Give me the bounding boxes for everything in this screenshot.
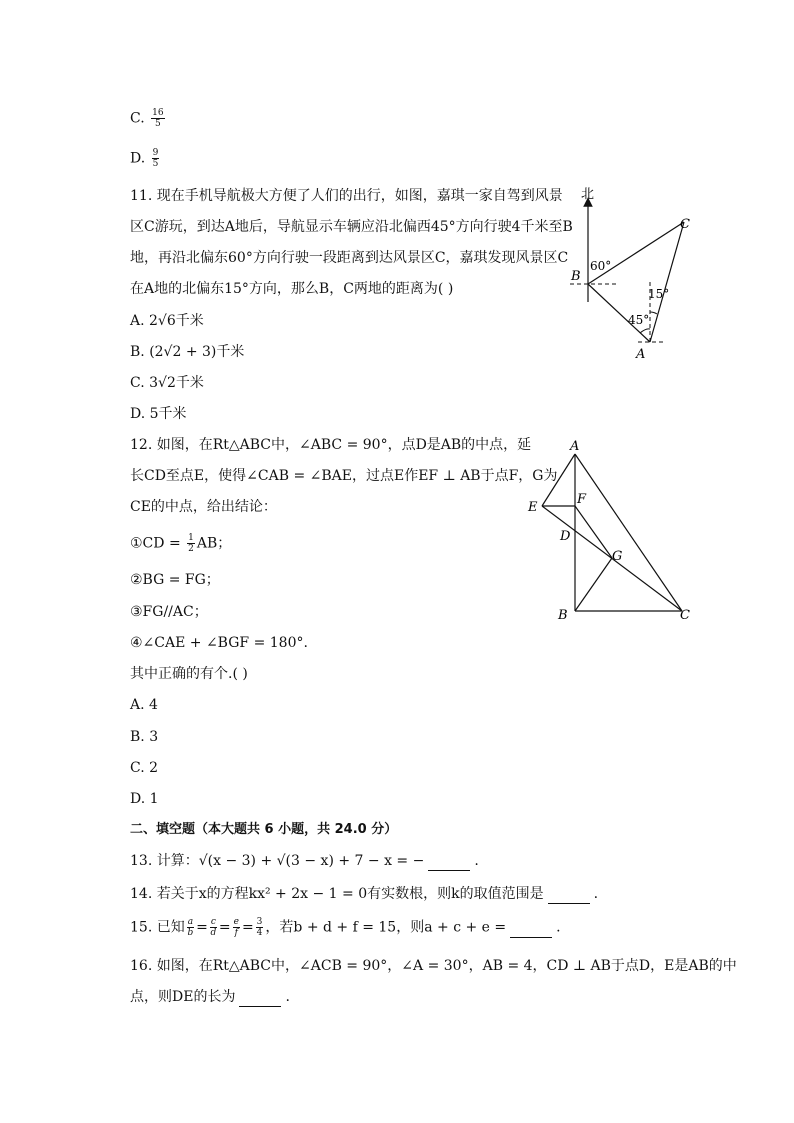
angle-60-label: 60° bbox=[590, 259, 612, 273]
q12-text-line-1: 12. 如图，在Rt△ABC中，∠ABC = 90°，点D是AB的中点，延 bbox=[130, 437, 532, 453]
answer-blank[interactable] bbox=[239, 992, 281, 1007]
q10-option-c[interactable]: C. $\frac{16}{5}$ bbox=[130, 108, 164, 129]
point-c-label: C bbox=[680, 217, 690, 232]
q15: 15. 已知 $\frac{a}{b}$ = $\frac{c}{d}$ = $\frac{e}{f}$ = $\frac{3}{4}$ ，若b + d + f = 15，则a + c + e = . bbox=[130, 917, 561, 938]
q12-conclusion-3: ③FG//AC； bbox=[130, 604, 208, 620]
answer-blank[interactable] bbox=[548, 889, 590, 904]
q16-text-line-1: 16. 如图，在Rt△ABC中，∠ACB = 90°，∠A = 30°，AB = 4，CD ⊥ AB于点D，E是AB的中 bbox=[130, 958, 737, 974]
q13: 13. 计算：√(x − 3) + √(3 − x) + 7 − x = − . bbox=[130, 853, 479, 869]
q16-text-line-2: 点，则DE的长为 . bbox=[130, 989, 290, 1005]
segment-bg bbox=[575, 558, 612, 611]
point-a-label: A bbox=[636, 347, 646, 362]
fraction: $\frac{1}{2}$ bbox=[188, 533, 194, 554]
north-label: 北 bbox=[581, 187, 595, 202]
angle-arc-45 bbox=[640, 329, 650, 333]
fraction: $\frac{c}{d}$ bbox=[210, 917, 217, 938]
point-d-label: D bbox=[560, 529, 571, 544]
fraction: $\frac{3}{4}$ bbox=[256, 917, 263, 938]
angle-arc-15 bbox=[650, 312, 657, 314]
q12-conclusion-2: ②BG = FG； bbox=[130, 572, 220, 588]
q12-question: 其中正确的有个.( ) bbox=[130, 666, 248, 682]
segment-ae bbox=[542, 454, 575, 506]
q12-text-line-2: 长CD至点E，使得∠CAB = ∠BAE，过点E作EF ⊥ AB于点F，G为 bbox=[130, 468, 558, 484]
point-b-label: B bbox=[571, 269, 581, 284]
q11-option-d[interactable]: D. 5千米 bbox=[130, 406, 187, 422]
point-f-label: F bbox=[577, 492, 587, 507]
fraction: $\frac{16}{5}$ bbox=[152, 108, 164, 129]
fraction: $\frac{9}{5}$ bbox=[152, 148, 159, 169]
q12-figure bbox=[520, 436, 700, 626]
segment-fg bbox=[575, 506, 612, 558]
q11-text-line-4: 在A地的北偏东15°方向，那么B，C两地的距离为( ) bbox=[130, 281, 454, 297]
q12-conclusion-4: ④∠CAE + ∠BGF = 180°. bbox=[130, 635, 308, 651]
angle-15-label: 15° bbox=[648, 287, 670, 301]
q11-text-line-1: 11. 现在手机导航极大方便了人们的出行，如图，嘉琪一家自驾到风景 bbox=[130, 188, 563, 204]
fraction: $\frac{e}{f}$ bbox=[233, 917, 239, 938]
q14: 14. 若关于x的方程kx² + 2x − 1 = 0有实数根，则k的取值范围是 . bbox=[130, 886, 599, 902]
q12-text-line-3: CE的中点，给出结论： bbox=[130, 499, 277, 515]
q12-conclusion-1: ①CD = $\frac{1}{2}$ AB； bbox=[130, 533, 232, 554]
q12-option-d[interactable]: D. 1 bbox=[130, 791, 159, 807]
angle-45-label: 45° bbox=[628, 313, 650, 327]
point-g-label: G bbox=[612, 549, 623, 564]
q10-option-d[interactable]: D. $\frac{9}{5}$ bbox=[130, 148, 159, 169]
point-b-label: B bbox=[558, 608, 568, 623]
fraction: $\frac{a}{b}$ bbox=[187, 917, 194, 938]
q11-text-line-3: 地，再沿北偏东60°方向行驶一段距离到达风景区C，嘉琪发现风景区C bbox=[130, 250, 569, 266]
point-a-label: A bbox=[570, 439, 580, 454]
point-e-label: E bbox=[528, 500, 538, 515]
q11-option-b[interactable]: B. (2√2 + 3)千米 bbox=[130, 344, 245, 360]
answer-blank[interactable] bbox=[428, 856, 470, 871]
q12-option-a[interactable]: A. 4 bbox=[130, 697, 158, 713]
q11-text-line-2: 区C游玩，到达A地后，导航显示车辆应沿北偏西45°方向行驶4千米至B bbox=[130, 219, 573, 235]
answer-blank[interactable] bbox=[510, 923, 552, 938]
q11-option-c[interactable]: C. 3√2千米 bbox=[130, 375, 204, 391]
section-2-heading: 二、填空题（本大题共 6 小题，共 24.0 分） bbox=[130, 822, 398, 837]
q11-figure bbox=[560, 182, 700, 362]
q12-option-c[interactable]: C. 2 bbox=[130, 760, 159, 776]
point-c-label: C bbox=[680, 608, 690, 623]
q11-option-a[interactable]: A. 2√6千米 bbox=[130, 313, 204, 329]
q12-option-b[interactable]: B. 3 bbox=[130, 729, 159, 745]
